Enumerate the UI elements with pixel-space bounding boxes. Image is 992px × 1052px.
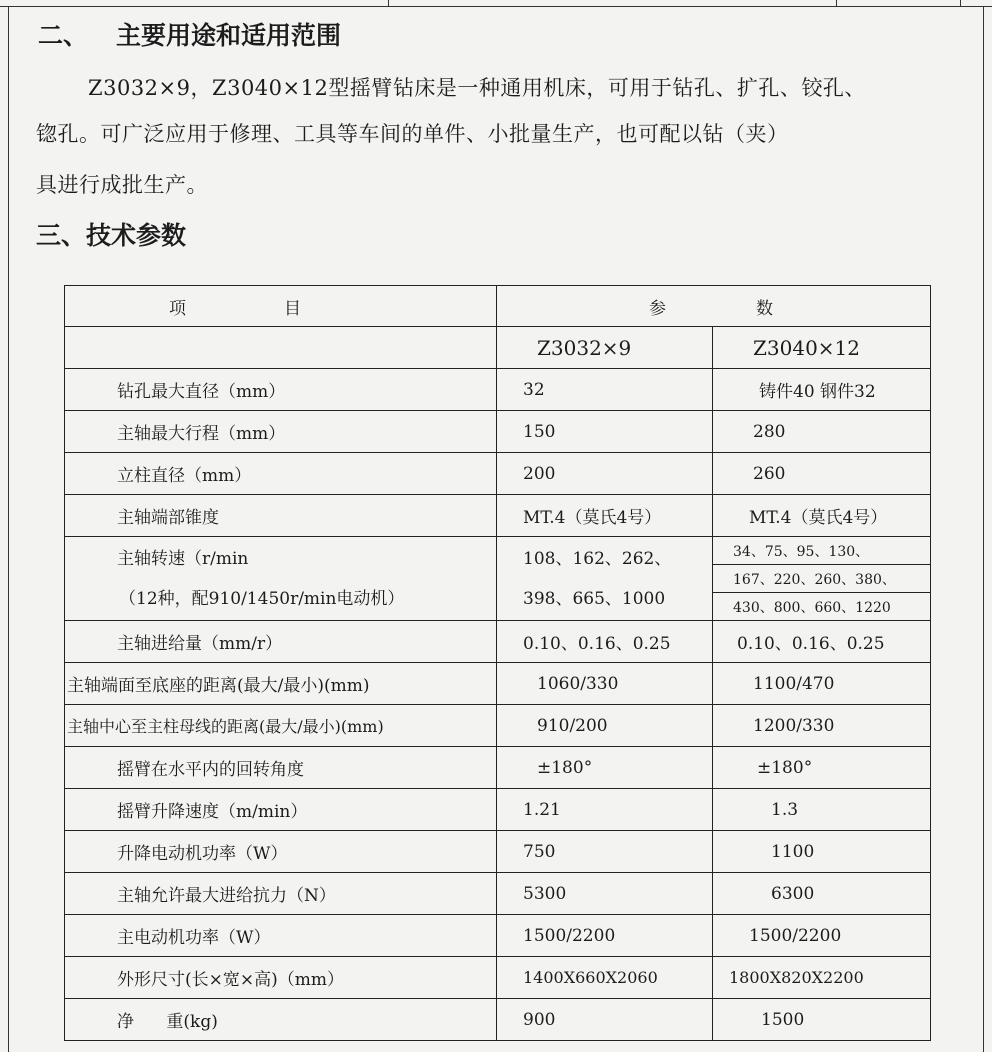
page-frame-right	[983, 6, 984, 1052]
value-a: 900	[497, 999, 713, 1041]
value-a: 0.10、0.16、0.25	[497, 621, 713, 663]
paragraph-line-2: 锪孔。可广泛应用于修理、工具等车间的单件、小批量生产，也可配以钻（夹）	[36, 122, 789, 146]
value-a: 1.21	[497, 789, 713, 831]
header-params-char-1: 参	[649, 298, 666, 319]
row-label: 升降电动机功率（W）	[65, 831, 497, 873]
table-row	[65, 705, 931, 747]
value-b: MT.4（莫氏4号）	[713, 495, 931, 537]
value-b: 280	[713, 411, 931, 453]
row-label: 外形尺寸(长×宽×高)（mm）	[65, 957, 497, 999]
table-row	[65, 957, 931, 999]
value-b: ±180°	[713, 747, 931, 789]
header-item-cell	[65, 286, 497, 327]
row-label: 摇臂在水平内的回转角度	[65, 747, 497, 789]
row-label: 钻孔最大直径（mm）	[65, 369, 497, 411]
table-row	[65, 621, 931, 663]
value-b-line-1: 34、75、95、130、	[713, 537, 931, 565]
table-row	[65, 453, 931, 495]
value-b: 260	[713, 453, 931, 495]
value-a: 1400X660X2060	[497, 957, 713, 999]
row-label: 主轴端面至底座的距离(最大/最小)(mm)	[65, 663, 497, 705]
row-label: 立柱直径（mm）	[65, 453, 497, 495]
value-a: 5300	[497, 873, 713, 915]
table-row-speed	[65, 537, 931, 565]
value-b: 1100	[713, 831, 931, 873]
row-label: 主轴最大行程（mm）	[65, 411, 497, 453]
page-top-border	[0, 0, 992, 8]
row-label: 主轴允许最大进给抗力（N）	[65, 873, 497, 915]
value-a: 910/200	[497, 705, 713, 747]
value-b-line-2: 167、220、260、380、	[713, 565, 931, 593]
row-label: 主轴转速（r/min	[117, 548, 249, 569]
section-2-number: 二、	[38, 21, 89, 50]
section-3-heading: 三、技术参数	[36, 221, 187, 250]
model-b-heading: Z3040×12	[713, 327, 931, 369]
table-row	[65, 495, 931, 537]
table-header-row	[65, 286, 931, 327]
header-params-char-2: 数	[756, 298, 773, 319]
value-b: 6300	[713, 873, 931, 915]
value-a: 1500/2200	[497, 915, 713, 957]
paragraph-line-1: Z3032×9，Z3040×12型摇臂钻床是一种通用机床，可用于钻孔、扩孔、铰孔、	[88, 76, 866, 100]
value-b: 1.3	[713, 789, 931, 831]
table-row	[65, 999, 931, 1041]
row-label: 主轴端部锥度	[65, 495, 497, 537]
row-label: 净 重(kg)	[65, 999, 497, 1041]
value-a-line-1: 108、162、262、	[523, 548, 672, 569]
section-2-title: 主要用途和适用范围	[116, 21, 342, 50]
value-b: 0.10、0.16、0.25	[713, 621, 931, 663]
paragraph-line-3: 具进行成批生产。	[36, 173, 208, 197]
value-b: 1500	[713, 999, 931, 1041]
header-item-char-1: 项	[169, 298, 186, 319]
tech-params-table	[64, 285, 931, 1041]
table-row	[65, 747, 931, 789]
model-a-heading: Z3032×9	[497, 327, 713, 369]
value-b: 1500/2200	[713, 915, 931, 957]
row-label: 摇臂升降速度（m/min）	[65, 789, 497, 831]
table-row	[65, 369, 931, 411]
header-params-cell	[497, 286, 931, 327]
table-row	[65, 915, 931, 957]
table-row-models	[65, 327, 931, 369]
value-a-line-2: 398、665、1000	[523, 588, 666, 609]
page-frame-left	[8, 6, 9, 1052]
table-row	[65, 663, 931, 705]
value-b: 1200/330	[713, 705, 931, 747]
row-label: 主轴进给量（mm/r）	[65, 621, 497, 663]
value-a: 200	[497, 453, 713, 495]
row-label-speed	[65, 537, 497, 621]
value-b-line-3: 430、800、660、1220	[713, 593, 931, 621]
empty-cell	[65, 327, 497, 369]
table-row	[65, 873, 931, 915]
table-row	[65, 831, 931, 873]
value-a: 750	[497, 831, 713, 873]
row-label: 主电动机功率（W）	[65, 915, 497, 957]
table-row	[65, 789, 931, 831]
value-b: 1800X820X2200	[713, 957, 931, 999]
header-item-char-2: 目	[284, 298, 301, 319]
section-2-heading	[38, 16, 341, 52]
value-a: MT.4（莫氏4号）	[497, 495, 713, 537]
value-a-speed	[497, 537, 713, 621]
value-a: 150	[497, 411, 713, 453]
value-a: 1060/330	[497, 663, 713, 705]
row-label-note: （12种，配910/1450r/min电动机）	[119, 588, 405, 609]
value-a: ±180°	[497, 747, 713, 789]
value-b: 1100/470	[713, 663, 931, 705]
row-label: 主轴中心至主柱母线的距离(最大/最小)(mm)	[65, 705, 497, 747]
value-a: 32	[497, 369, 713, 411]
table-row	[65, 411, 931, 453]
value-b: 铸件40 钢件32	[713, 369, 931, 411]
